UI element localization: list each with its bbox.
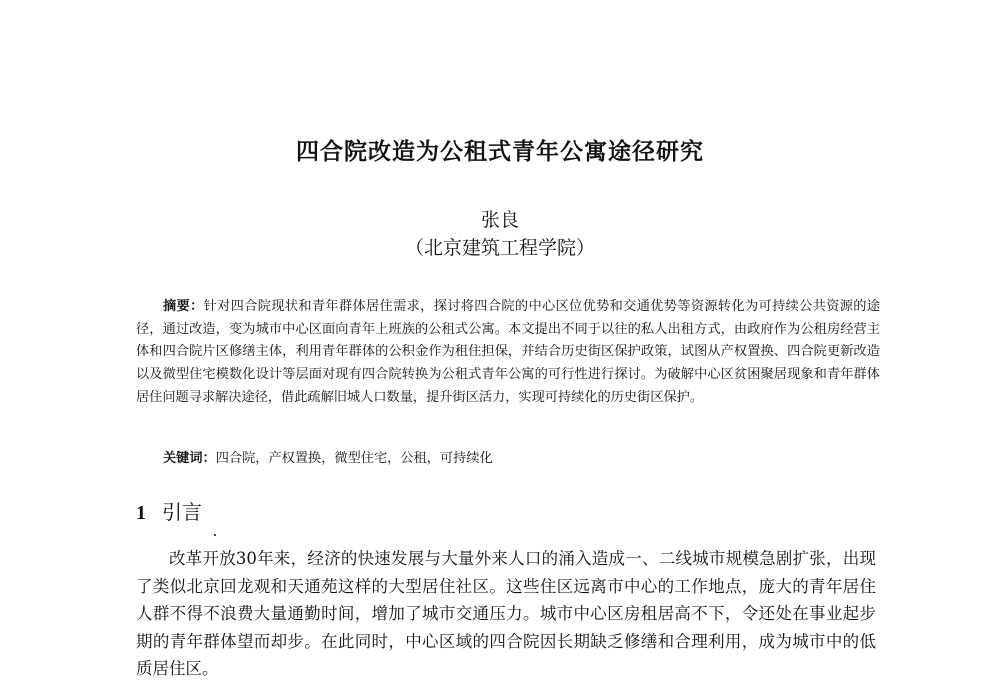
keywords-label: 关键词： <box>163 451 216 466</box>
abstract-label: 摘要： <box>163 299 204 314</box>
author-affiliation: （北京建筑工程学院） <box>404 237 595 259</box>
section-1-heading <box>136 496 202 525</box>
abstract-text: 针对四合院现状和青年群体居住需求，探讨将四合院的中心区位优势和交通优势等资源转化为可持续公共资源的途径，通过改造，变为城市中心区面向青年上班族的公租式公寓。本文提出不同于以往的私人出租方式，由政府作为公租房经营主体和四合院片区修缮主体，利用青年群体的公积金作为租住担保，并结合历史街区保护政策，试图从产权置换、四合院更新改造以及微型住宅模数化设计等层面对现有四合院转换为公租式青年公寓的可行性进行探讨。为破解中心区贫困聚居现象和青年群体居住问题寻求解决途径，借此疏解旧城人口数量，提升街区活力，实现可持续化的历史街区保护。 <box>136 299 881 405</box>
abstract <box>136 296 880 410</box>
keywords <box>163 449 493 469</box>
scan-speck <box>214 534 216 536</box>
keywords-text: 四合院，产权置换，微型住宅，公租，可持续化 <box>215 451 493 466</box>
section-1-title: 引言 <box>162 500 202 524</box>
section-1-number: 1 <box>136 502 146 524</box>
paper-title: 四合院改造为公租式青年公寓途径研究 <box>296 139 704 165</box>
author-name: 张良 <box>480 209 519 231</box>
section-1-paragraph: 改革开放30年来，经济的快速发展与大量外来人口的涌入造成一、二线城市规模急剧扩张，出现了类似北京回龙观和天通苑这样的大型居住社区。这些住区远离市中心的工作地点，庞大的青年居住人群不得不浪费大量通勤时间，增加了城市交通压力。城市中心区房租居高不下，令还处在事业起步期的青年群体望而却步。在此同时，中心区域的四合院因长期缺乏修缮和合理利用，成为城市中的低质居住区。 <box>136 549 876 678</box>
